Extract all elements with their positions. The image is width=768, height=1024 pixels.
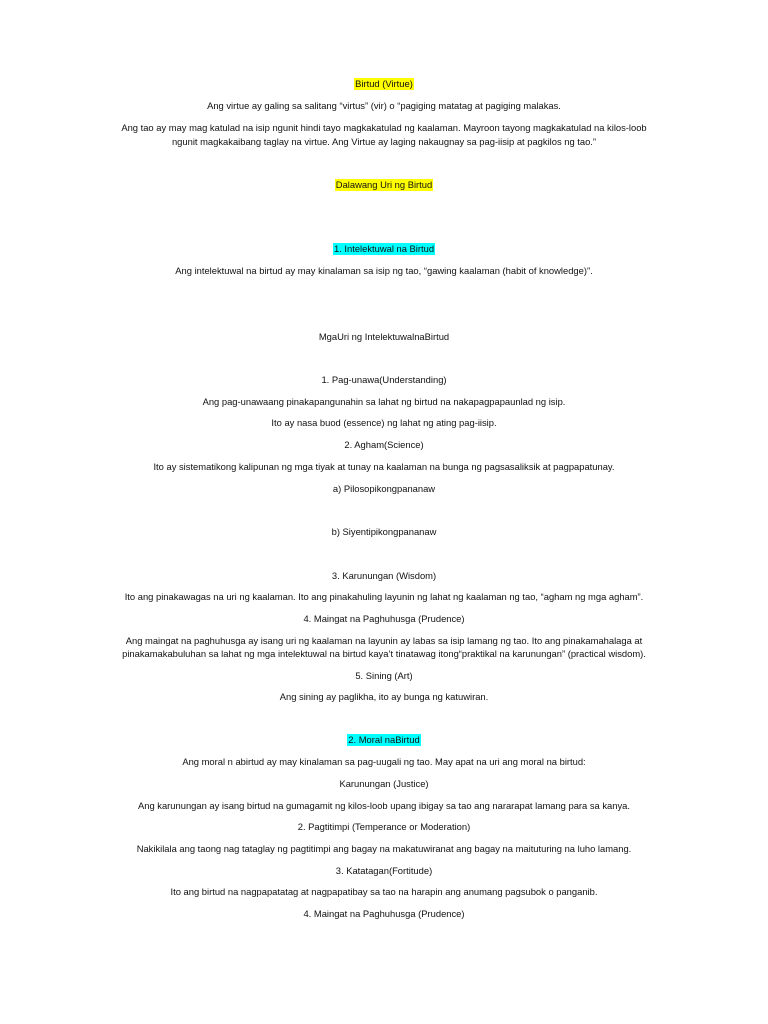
title-line — [0, 77, 768, 91]
justice-title: Karunungan (Justice) — [339, 778, 429, 789]
prudence-description-2: pinakamakabuluhan sa lahat ng mga intelektuwal na birtud kaya’t tinatawag itong“praktikal na karunungan” (practical wisdom). — [122, 648, 646, 659]
science-item-a: a) Pilosopikongpananaw — [332, 483, 436, 494]
understanding-description-2: Ito ay nasa buod (essence) ng lahat ng ating pag-iisip. — [271, 417, 497, 428]
science-description: Ito ay sistematikong kalipunan ng mga tiyak at tunay na kaalaman na bunga ng pagsasaliksik at pagpapatunay. — [153, 461, 615, 472]
intro-paragraph-2-line-2: ngunit magkakaibang taglay na virtue. Ang Virtue ay laging nakaugnay sa pag-iisip at pagkilos ng tao.” — [171, 136, 597, 147]
intro-paragraph-1: Ang virtue ay galing sa salitang “virtus” (vir) o “pagiging matatag at pagiging malakas. — [207, 100, 561, 111]
justice-description: Ang karunungan ay isang birtud na gumagamit ng kilos-loob upang ibigay sa tao ang nararapat lamang para sa kanya. — [138, 800, 630, 811]
art-description: Ang sining ay paglikha, ito ay bunga ng katuwiran. — [279, 691, 489, 702]
wisdom-description: Ito ang pinakawagas na uri ng kaalaman. Ito ang pinakahuling layunin ng lahat ng kaalaman ng tao, “agham ng mga agham”. — [124, 591, 644, 602]
intellectual-types-heading: MgaUri ng IntelektuwalnaBirtud — [318, 331, 450, 342]
understanding-title: 1. Pag-unawa(Understanding) — [321, 374, 447, 385]
science-item-b: b) Siyentipikongpananaw — [331, 526, 437, 537]
two-types-line — [0, 178, 768, 192]
science-title: 2. Agham(Science) — [344, 439, 424, 450]
intro-paragraph-2-line-1: Ang tao ay may mag katulad na isip ngunit hindi tayo magkakatulad ng kaalaman. Mayroon tayong magkakatulad na kilos-loob — [121, 122, 647, 133]
document-title: Birtud (Virtue) — [355, 78, 413, 89]
intellectual-heading: 1. Intelektuwal na Birtud — [333, 243, 435, 254]
temperance-title: 2. Pagtitimpi (Temperance or Moderation) — [297, 821, 471, 832]
fortitude-title: 3. Katatagan(Fortitude) — [335, 865, 433, 876]
two-types-heading: Dalawang Uri ng Birtud — [335, 179, 433, 190]
intellectual-heading-line — [0, 242, 768, 256]
fortitude-description: Ito ang birtud na nagpapatatag at nagpapatibay sa tao na harapin ang anumang pagsubok o panganib. — [170, 886, 598, 897]
moral-prudence-title: 4. Maingat na Paghuhusga (Prudence) — [303, 908, 465, 919]
moral-heading: 2. Moral naBirtud — [348, 734, 420, 745]
temperance-description: Nakikilala ang taong nag tataglay ng pagtitimpi ang bagay na makatuwiranat ang bagay na maituturing na luho lamang. — [136, 843, 632, 854]
understanding-description-1: Ang pag-unawaang pinakapangunahin sa lahat ng birtud na nakapagpapaunlad ng isip. — [202, 396, 566, 407]
prudence-title: 4. Maingat na Paghuhusga (Prudence) — [303, 613, 465, 624]
art-title: 5. Sining (Art) — [355, 670, 413, 681]
prudence-description-1: Ang maingat na paghuhusga ay isang uri ng kaalaman na layunin ay labas sa isip lamang ng tao. Ito ang pinakamahalaga at — [125, 635, 643, 646]
intellectual-description: Ang intelektuwal na birtud ay may kinalaman sa isip ng tao, “gawing kaalaman (habit of knowledge)”. — [175, 265, 593, 276]
moral-heading-line — [0, 733, 768, 747]
moral-description: Ang moral n abirtud ay may kinalaman sa pag-uugali ng tao. May apat na uri ang moral na birtud: — [182, 756, 586, 767]
wisdom-title: 3. Karunungan (Wisdom) — [331, 570, 437, 581]
